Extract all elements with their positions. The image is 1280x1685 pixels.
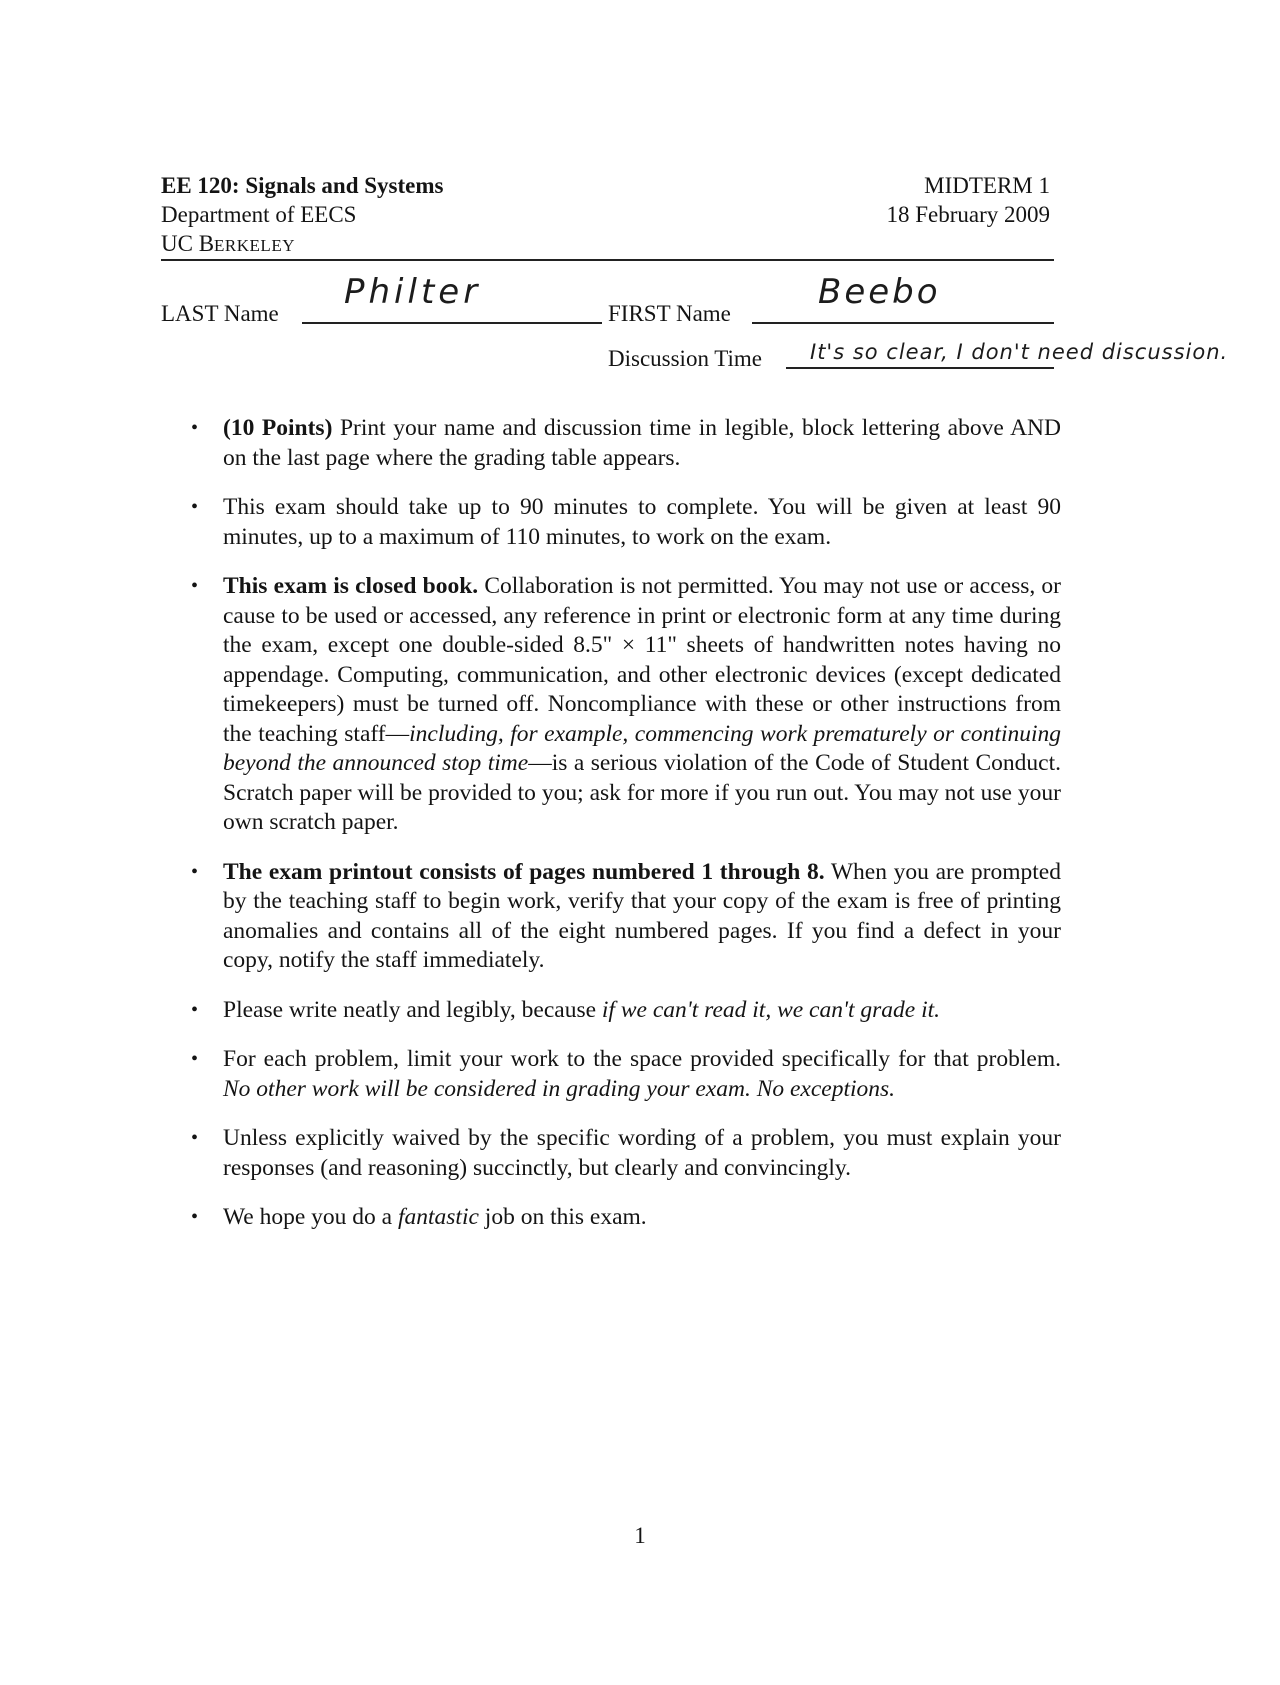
list-item: • This exam should take up to 90 minutes to complete. You will be given at least 90 minutes, up to a maximum of 110 minutes, to work on the exam.	[191, 494, 1061, 550]
list-item: • Unless explicitly waived by the specific wording of a problem, you must explain your responses (and reasoning) succinctly, but clearly and convincingly.	[191, 1125, 1061, 1181]
course-title: EE 120: Signals and Systems	[161, 173, 444, 198]
list-item: • The exam printout consists of pages numbered 1 through 8. When you are prompted by the teaching staff to begin work, verify that your copy of the exam is free of printing anomalies and contains all of the eight numbered pages. If you find a defect in your copy, notify the staff immediately.	[191, 858, 1061, 973]
bullet-icon: •	[191, 1206, 199, 1228]
bullet-icon: •	[191, 1048, 199, 1070]
header-rule	[161, 259, 1054, 261]
exam-date: 18 February 2009	[886, 202, 1050, 227]
list-item: • This exam is closed book. Collaboration is not permitted. You may not use or access, or cause to be used or accessed, any reference in print or electronic form at any time during the exam, except one double-sided 8.5" × 11" sheets of handwritten notes having no appendage. Computing, communication, and other electronic devices (except dedicated timekeepers) must be turned off. Noncompliance with these or other instructions from the teaching staff—including, for example, commencing work prematurely or continuing beyond the announced stop time—is a serious violation of the Code of Student Conduct. Scratch paper will be provided to you; ask for more if you run out. You may not use your own scratch paper.	[191, 573, 1062, 835]
course-header	[161, 171, 443, 260]
bullet-icon: •	[191, 417, 199, 439]
last-name-label: LAST Name	[161, 301, 279, 326]
list-item: • Please write neatly and legibly, because if we can't read it, we can't grade it.	[189, 996, 1061, 1026]
discussion-time-label: Discussion Time	[608, 346, 763, 371]
last-name-value[interactable]: Philter	[344, 272, 482, 312]
first-name-label: FIRST Name	[608, 301, 731, 326]
discussion-time-value[interactable]: It's so clear, I don't need discussion.	[810, 340, 1229, 364]
instructions-list	[189, 414, 1061, 1253]
list-item: • For each problem, limit your work to the space provided specifically for that problem. No other work will be considered in grading your exam. No exceptions.	[191, 1046, 1061, 1102]
list-item: • (10 Points) Print your name and discussion time in legible, block lettering above AND on the last page where the grading table appears.	[191, 415, 1061, 471]
exam-title: MIDTERM 1	[924, 173, 1050, 198]
department: Department of EECS	[161, 202, 357, 227]
university: UC BERKELEY	[161, 231, 295, 256]
discussion-time-line	[786, 367, 1054, 369]
exam-header	[886, 171, 1050, 229]
bullet-icon: •	[191, 998, 199, 1021]
list-item: • We hope you do a fantastic job on this exam.	[189, 1203, 1061, 1233]
first-name-value[interactable]: Beebo	[818, 272, 941, 312]
page-number: 1	[634, 1523, 646, 1548]
last-name-line	[302, 322, 602, 324]
first-name-line	[752, 322, 1054, 324]
bullet-icon: •	[191, 860, 199, 883]
bullet-icon: •	[191, 575, 199, 597]
bullet-icon: •	[191, 1127, 199, 1149]
bullet-icon: •	[191, 496, 199, 518]
